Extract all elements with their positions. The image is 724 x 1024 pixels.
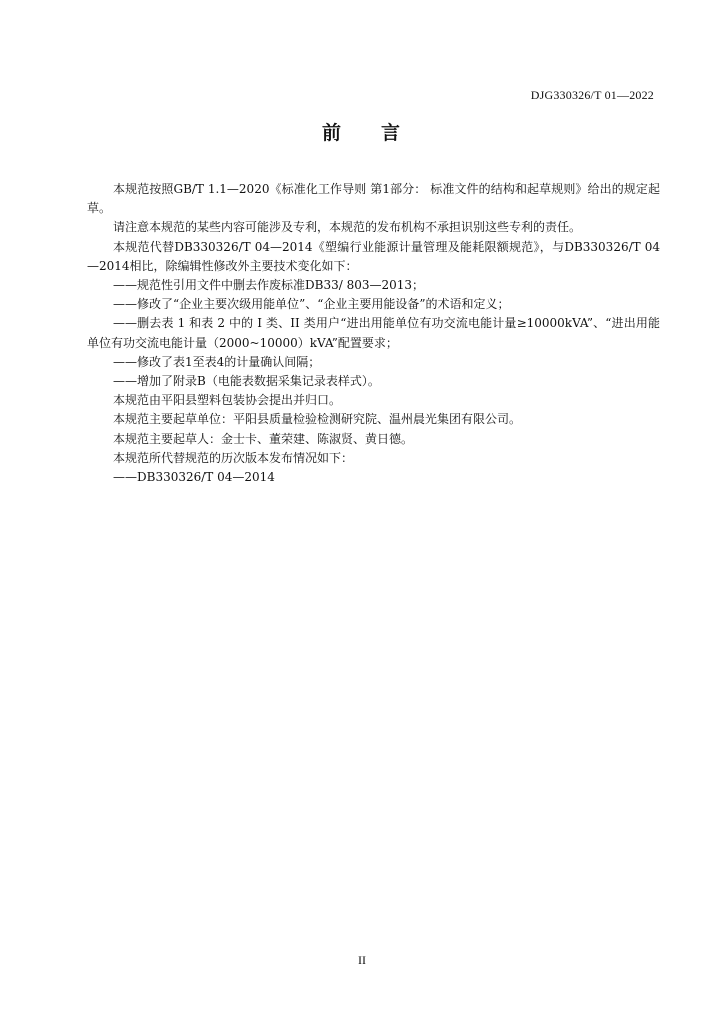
document-code: DJG330326/T 01—2022: [530, 88, 654, 102]
list-item-previous-version: ——DB330326/T 04—2014: [113, 470, 275, 485]
paragraph-version-history: 本规范所代替规范的历次版本发布情况如下：: [113, 450, 354, 465]
list-item-change-4: ——修改了表1至表4的计量确认间隔；: [113, 354, 321, 369]
page-number: II: [358, 953, 366, 967]
paragraph-proposer: 本规范由平阳县塑料包装协会提出并归口。: [113, 393, 342, 408]
list-item-change-2: ——修改了“企业主要次级用能单位”、“企业主要用能设备”的术语和定义；: [113, 297, 510, 312]
paragraph-replacement: 本规范代替DB330326/T 04—2014《塑编行业能源计量管理及能耗限额规范》，与DB330326/T 04—2014相比，除编辑性修改外主要技术变化如下：: [87, 239, 660, 273]
paragraph-drafting-units: 本规范主要起草单位：平阳县质量检验检测研究院、温州晨光集团有限公司。: [113, 412, 522, 427]
title-char-1: 前: [321, 122, 343, 144]
paragraph-patent-notice: 请注意本规范的某些内容可能涉及专利，本规范的发布机构不承担识别这些专利的责任。: [113, 220, 582, 235]
list-item-change-3: ——删去表 1 和表 2 中的 I 类、II 类用户“进出用能单位有功交流电能计量≥10000kVA”、“进出用能单位有功交流电能计量（2000~10000）kVA”配置要求；: [87, 316, 660, 350]
paragraph-drafters: 本规范主要起草人：金士卡、董荣建、陈淑贤、黄日德。: [113, 431, 414, 446]
title-char-2: 言: [381, 122, 403, 144]
paragraph-drafting-basis: 本规范按照GB/T 1.1—2020《标准化工作导则 第1部分： 标准文件的结构和起草规则》给出的规定起草。: [87, 182, 660, 216]
foreword-body: [87, 180, 660, 487]
list-item-change-1: ——规范性引用文件中删去作废标准DB33/ 803—2013；: [113, 278, 425, 293]
list-item-change-5: ——增加了附录B（电能表数据采集记录表样式）。: [113, 374, 380, 389]
page-title: [0, 118, 724, 145]
